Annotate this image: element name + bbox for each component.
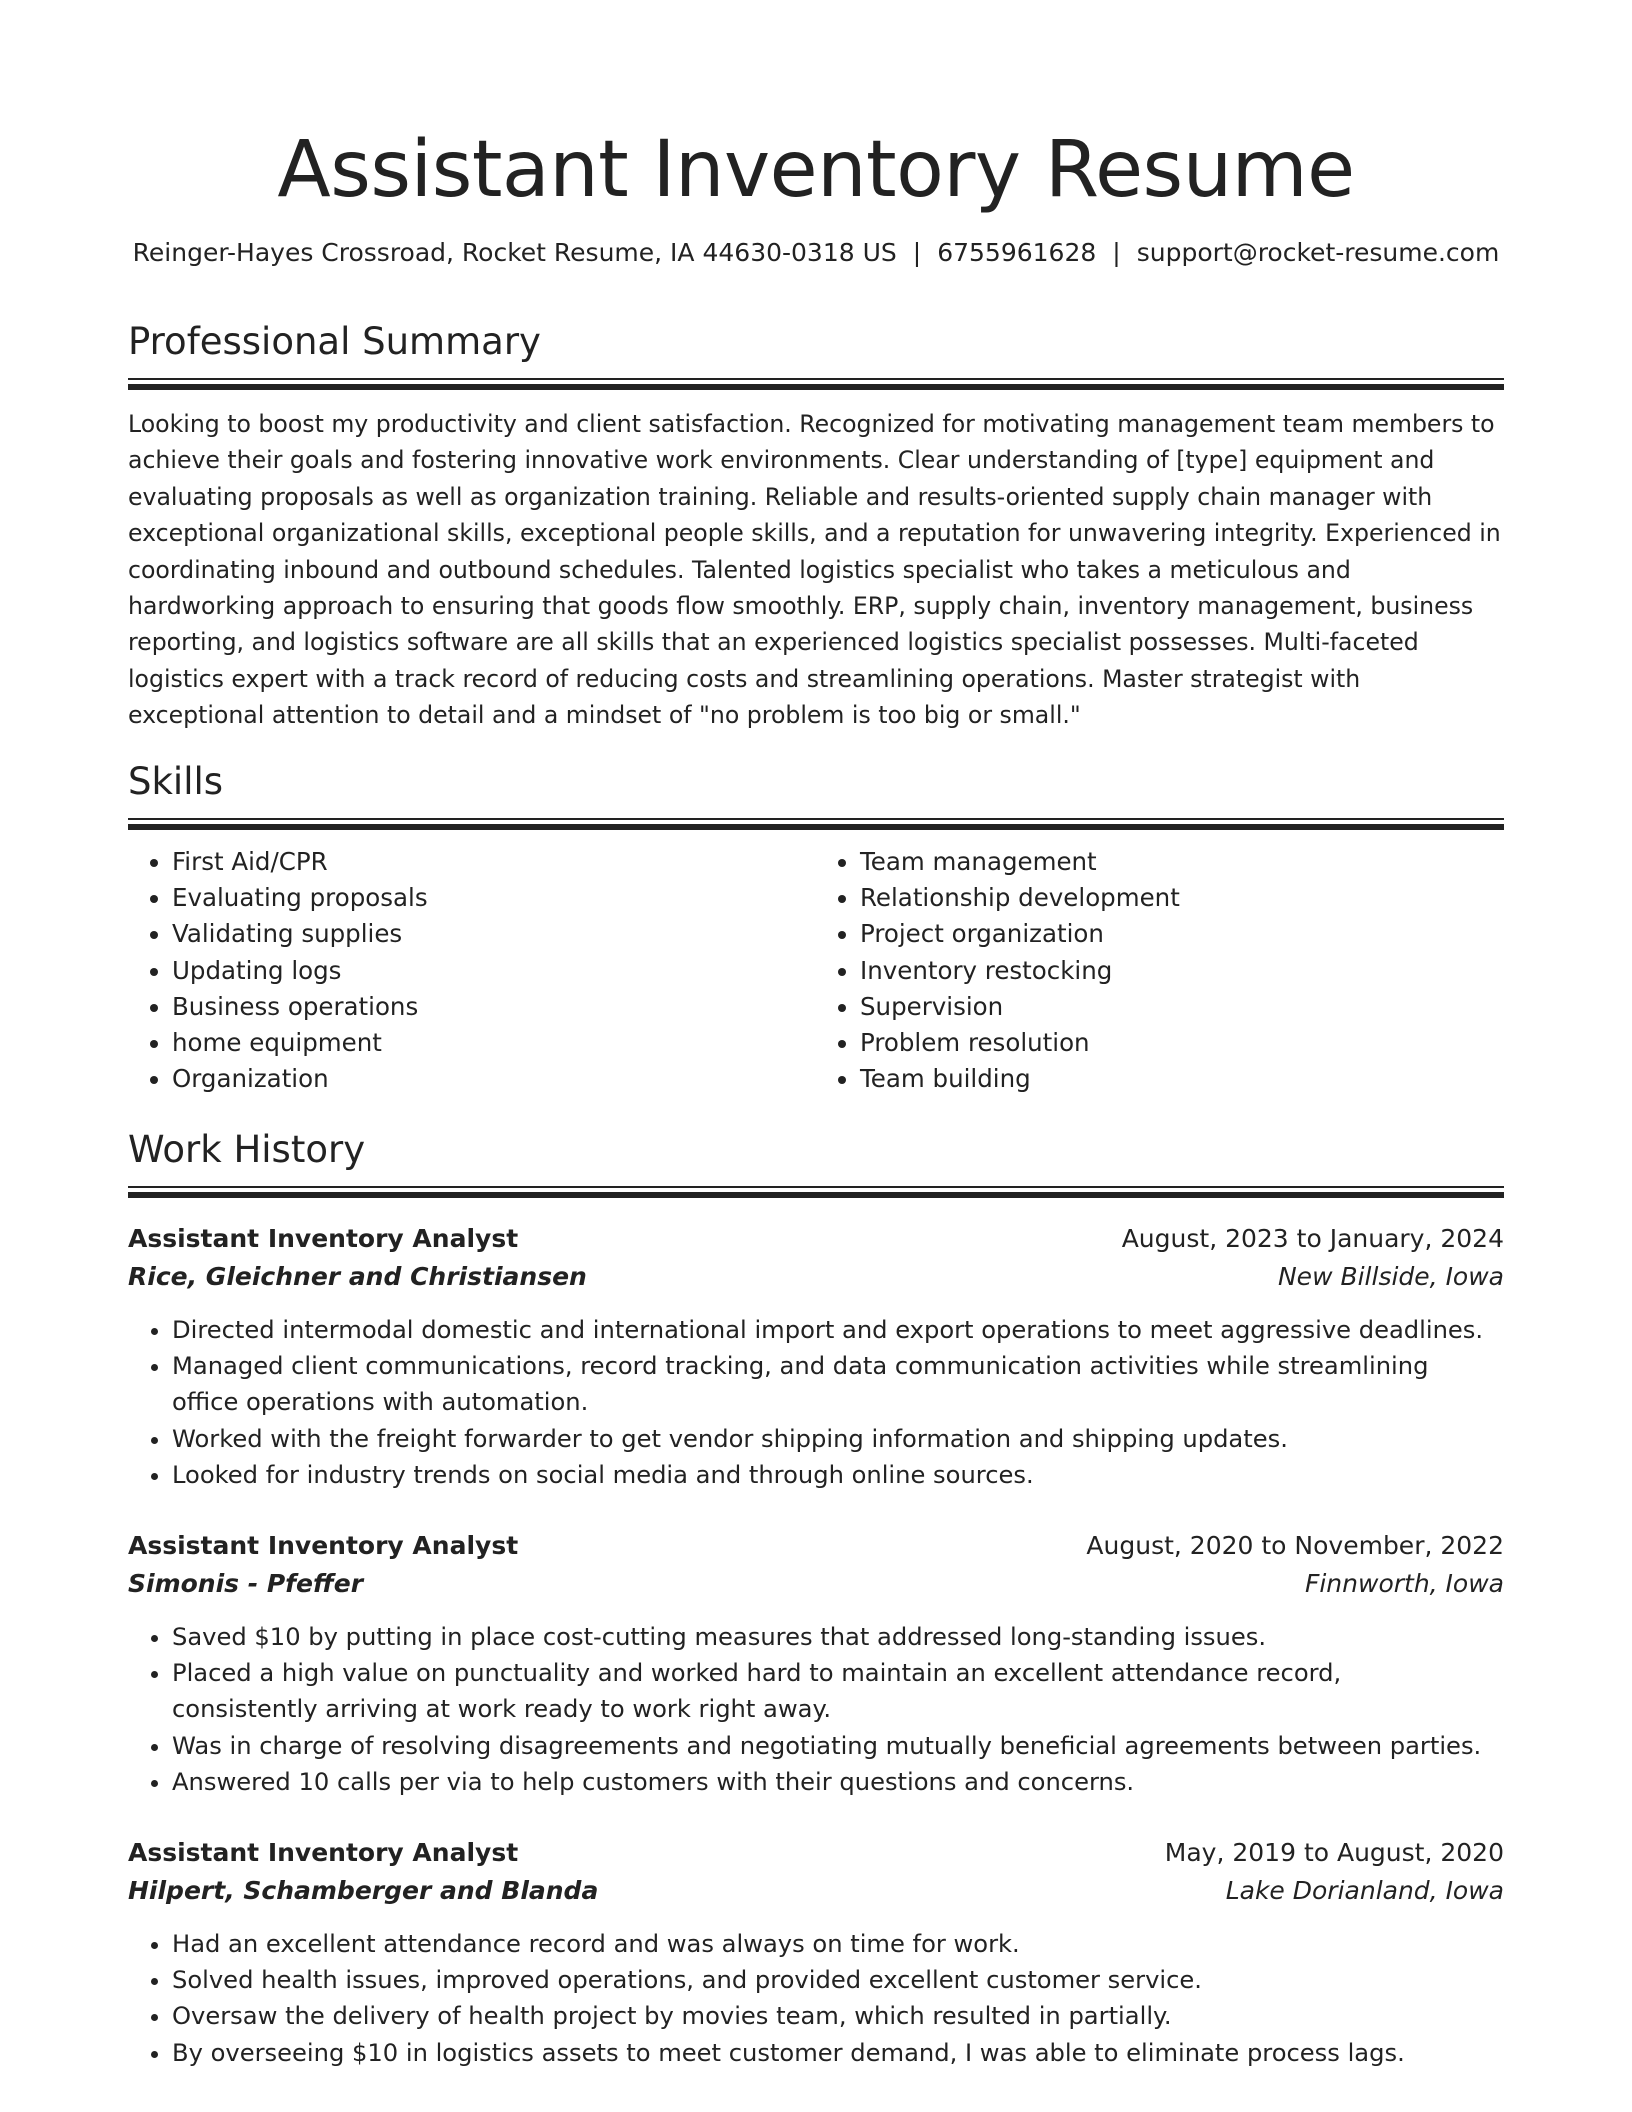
skill-item: • First Aid/CPR (172, 844, 816, 880)
skill-item: • home equipment (172, 1025, 816, 1061)
professional-summary-section (128, 318, 1504, 734)
job-bullet: • Saved $10 by putting in place cost-cutting measures that addressed long-standing issues. (172, 1619, 1504, 1655)
job-bullet: • Directed intermodal domestic and international import and export operations to meet aggressive deadlines. (172, 1312, 1504, 1348)
skills-columns (128, 844, 1504, 1097)
section-divider (128, 378, 1504, 390)
job-header-row (128, 1834, 1504, 1872)
job-bullet: • Answered 10 calls per via to help customers with their questions and concerns. (172, 1764, 1504, 1800)
job-entry (128, 1834, 1504, 2071)
work-history-section (128, 1126, 1504, 2071)
job-bullet: • By overseeing $10 in logistics assets to meet customer demand, I was able to eliminate process lags. (172, 2035, 1504, 2071)
job-company: Simonis - Pfeffer (128, 1569, 364, 1599)
resume-page (128, 0, 1504, 2067)
job-dates: May, 2019 to August, 2020 (1164, 1838, 1504, 1868)
job-bullet: • Managed client communications, record tracking, and data communication activities while streamlining office operations with automation. (172, 1348, 1504, 1420)
contact-phone: 6755961628 (937, 238, 1097, 267)
skill-item: • Team management (860, 844, 1504, 880)
job-employer-row (128, 1872, 1504, 1910)
section-divider (128, 818, 1504, 830)
job-bullet: • Oversaw the delivery of health project by movies team, which resulted in partially. (172, 1998, 1504, 2034)
summary-text: Looking to boost my productivity and client satisfaction. Recognized for motivating management team members to achieve their goals and fostering innovative work environments. Clear understanding of [type] equipment and evaluating proposals as well as organization training. Reliable and results-oriented supply chain manager with exceptional organizational skills, exceptional people skills, and a reputation for unwavering integrity. Experienced in coordinating inbound and outbound schedules. Talented logistics specialist who takes a meticulous and hardworking approach to ensuring that goods flow smoothly. ERP, supply chain, inventory management, business reporting, and logistics software are all skills that an experienced logistics specialist possesses. Multi-faceted logistics expert with a track record of reducing costs and streamlining operations. Master strategist with exceptional attention to detail and a mindset of "no problem is too big or small." (128, 410, 1501, 730)
skills-list-right (816, 844, 1504, 1097)
job-employer-row (128, 1565, 1504, 1603)
job-entry (128, 1220, 1504, 1493)
section-heading-skills: Skills (128, 760, 224, 803)
job-bullet-list (128, 1619, 1504, 1800)
job-dates: August, 2023 to January, 2024 (1121, 1224, 1504, 1253)
job-bullet: • Looked for industry trends on social media and through online sources. (172, 1457, 1504, 1493)
skill-item: • Evaluating proposals (172, 880, 816, 916)
skill-item: • Team building (860, 1061, 1504, 1097)
job-bullet: • Placed a high value on punctuality and worked hard to maintain an excellent attendance record, consistently arriving at work ready to work right away. (172, 1655, 1504, 1727)
job-location: Finnworth, Iowa (1304, 1569, 1504, 1599)
contact-address: Reinger-Hayes Crossroad, Rocket Resume, IA 44630-0318 US (132, 238, 897, 267)
resume-title: Assistant Inventory Resume (277, 125, 1355, 215)
job-bullet: • Was in charge of resolving disagreements and negotiating mutually beneficial agreements between parties. (172, 1728, 1504, 1764)
contact-separator: | (1112, 238, 1121, 267)
job-bullet: • Had an excellent attendance record and was always on time for work. (172, 1926, 1504, 1962)
skill-item: • Supervision (860, 989, 1504, 1025)
skill-item: • Relationship development (860, 880, 1504, 916)
job-location: Lake Dorianland, Iowa (1225, 1876, 1504, 1906)
job-entry (128, 1527, 1504, 1800)
job-company: Hilpert, Schamberger and Blanda (128, 1876, 599, 1906)
job-bullet: • Solved health issues, improved operations, and provided excellent customer service. (172, 1962, 1504, 1998)
job-bullet: • Worked with the freight forwarder to get vendor shipping information and shipping updates. (172, 1421, 1504, 1457)
job-header-row (128, 1527, 1504, 1565)
job-bullet-list (128, 1312, 1504, 1493)
skill-item: • Problem resolution (860, 1025, 1504, 1061)
job-title: Assistant Inventory Analyst (128, 1838, 519, 1868)
skills-list-left (128, 844, 816, 1097)
job-employer-row (128, 1258, 1504, 1296)
skills-section (128, 758, 1504, 1097)
skill-item: • Updating logs (172, 953, 816, 989)
skill-item: • Project organization (860, 916, 1504, 952)
job-bullet-list (128, 1926, 1504, 2071)
contact-separator: | (912, 238, 922, 267)
job-title: Assistant Inventory Analyst (128, 1531, 519, 1561)
section-heading-work-history: Work History (128, 1128, 366, 1171)
section-heading-summary: Professional Summary (128, 320, 541, 363)
job-location: New Billside, Iowa (1277, 1262, 1504, 1291)
contact-line (128, 236, 1504, 270)
job-header-row (128, 1220, 1504, 1258)
job-title: Assistant Inventory Analyst (128, 1224, 519, 1253)
section-divider (128, 1186, 1504, 1198)
skill-item: • Organization (172, 1061, 816, 1097)
skill-item: • Business operations (172, 989, 816, 1025)
skill-item: • Inventory restocking (860, 953, 1504, 989)
job-dates: August, 2020 to November, 2022 (1086, 1531, 1504, 1561)
contact-email: support@rocket-resume.com (1136, 238, 1500, 267)
skill-item: • Validating supplies (172, 916, 816, 952)
job-company: Rice, Gleichner and Christiansen (128, 1262, 587, 1291)
